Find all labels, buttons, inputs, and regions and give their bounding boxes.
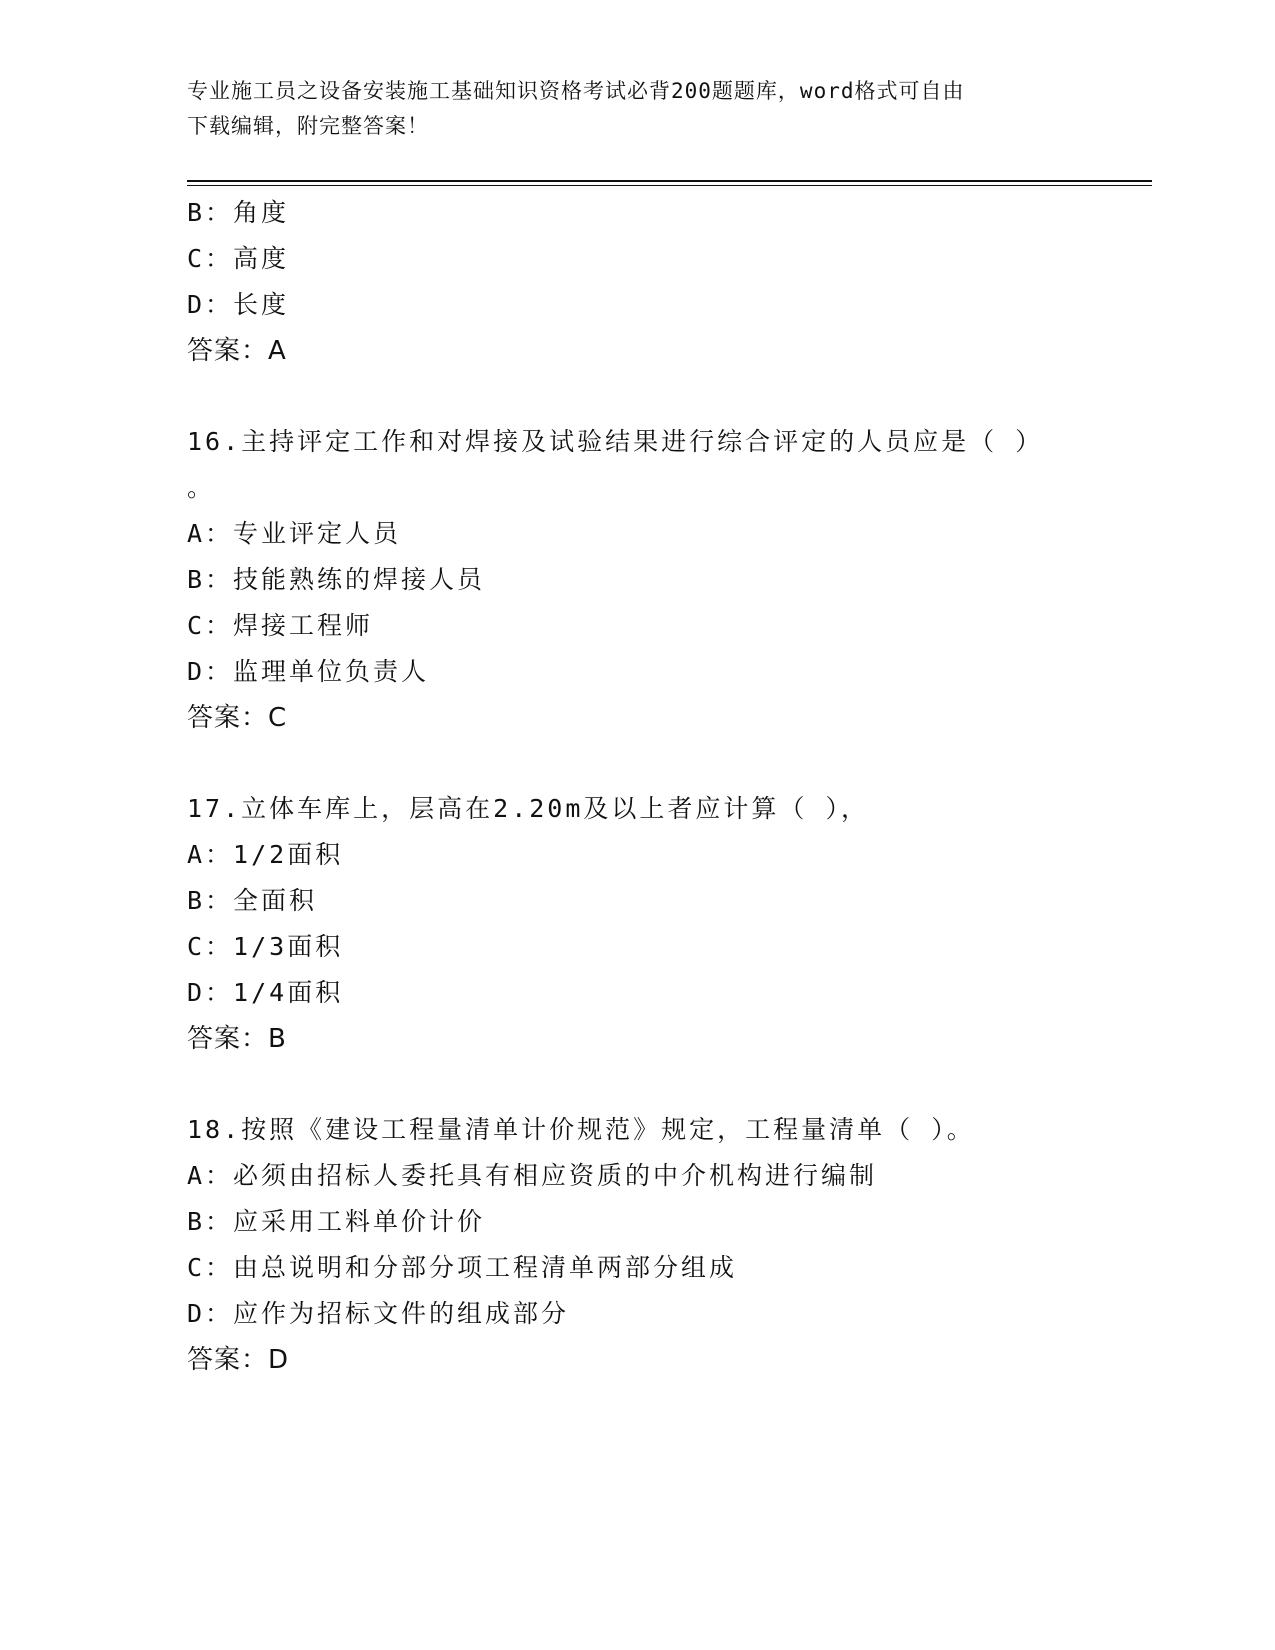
option-c: C：焊接工程师 <box>187 611 374 640</box>
header-line-2: 下载编辑，附完整答案！ <box>187 114 429 138</box>
answer: 答案：A <box>187 336 287 366</box>
option-c: C：高度 <box>187 244 290 273</box>
header-divider-thick <box>187 180 1152 182</box>
answer: 答案：C <box>187 703 288 733</box>
option-c: C：1/3面积 <box>187 932 344 961</box>
answer: 答案：D <box>187 1345 290 1375</box>
question-16 <box>187 419 1152 741</box>
option-b: B：技能熟练的焊接人员 <box>187 565 486 594</box>
question-title: 16.主持评定工作和对焊接及试验结果进行综合评定的人员应是（ ） <box>187 427 1044 456</box>
option-a: A：必须由招标人委托具有相应资质的中介机构进行编制 <box>187 1161 878 1190</box>
header-divider-thin <box>187 185 1152 186</box>
question-fragment-15 <box>187 190 1152 374</box>
document-header <box>187 74 1067 144</box>
question-list <box>187 190 1152 1383</box>
header-line-1: 专业施工员之设备安装施工基础知识资格考试必背200题题库，word格式可自由 <box>187 79 965 103</box>
question-title: 18.按照《建设工程量清单计价规范》规定，工程量清单（ ）。 <box>187 1115 975 1144</box>
option-d: D：应作为招标文件的组成部分 <box>187 1299 570 1328</box>
option-d: D：长度 <box>187 290 290 319</box>
option-d: D：1/4面积 <box>187 978 344 1007</box>
option-a: A：专业评定人员 <box>187 519 402 548</box>
option-b: B：角度 <box>187 198 290 227</box>
option-b: B：应采用工料单价计价 <box>187 1207 486 1236</box>
question-17 <box>187 786 1152 1062</box>
option-c: C：由总说明和分部分项工程清单两部分组成 <box>187 1253 738 1282</box>
question-title: 17.立体车库上，层高在2.20m及以上者应计算（ ）， <box>187 794 869 823</box>
question-18 <box>187 1107 1152 1383</box>
option-a: A：1/2面积 <box>187 840 344 869</box>
option-d: D：监理单位负责人 <box>187 657 430 686</box>
answer: 答案：B <box>187 1024 287 1054</box>
question-title-continued: 。 <box>187 473 216 502</box>
option-b: B：全面积 <box>187 886 318 915</box>
